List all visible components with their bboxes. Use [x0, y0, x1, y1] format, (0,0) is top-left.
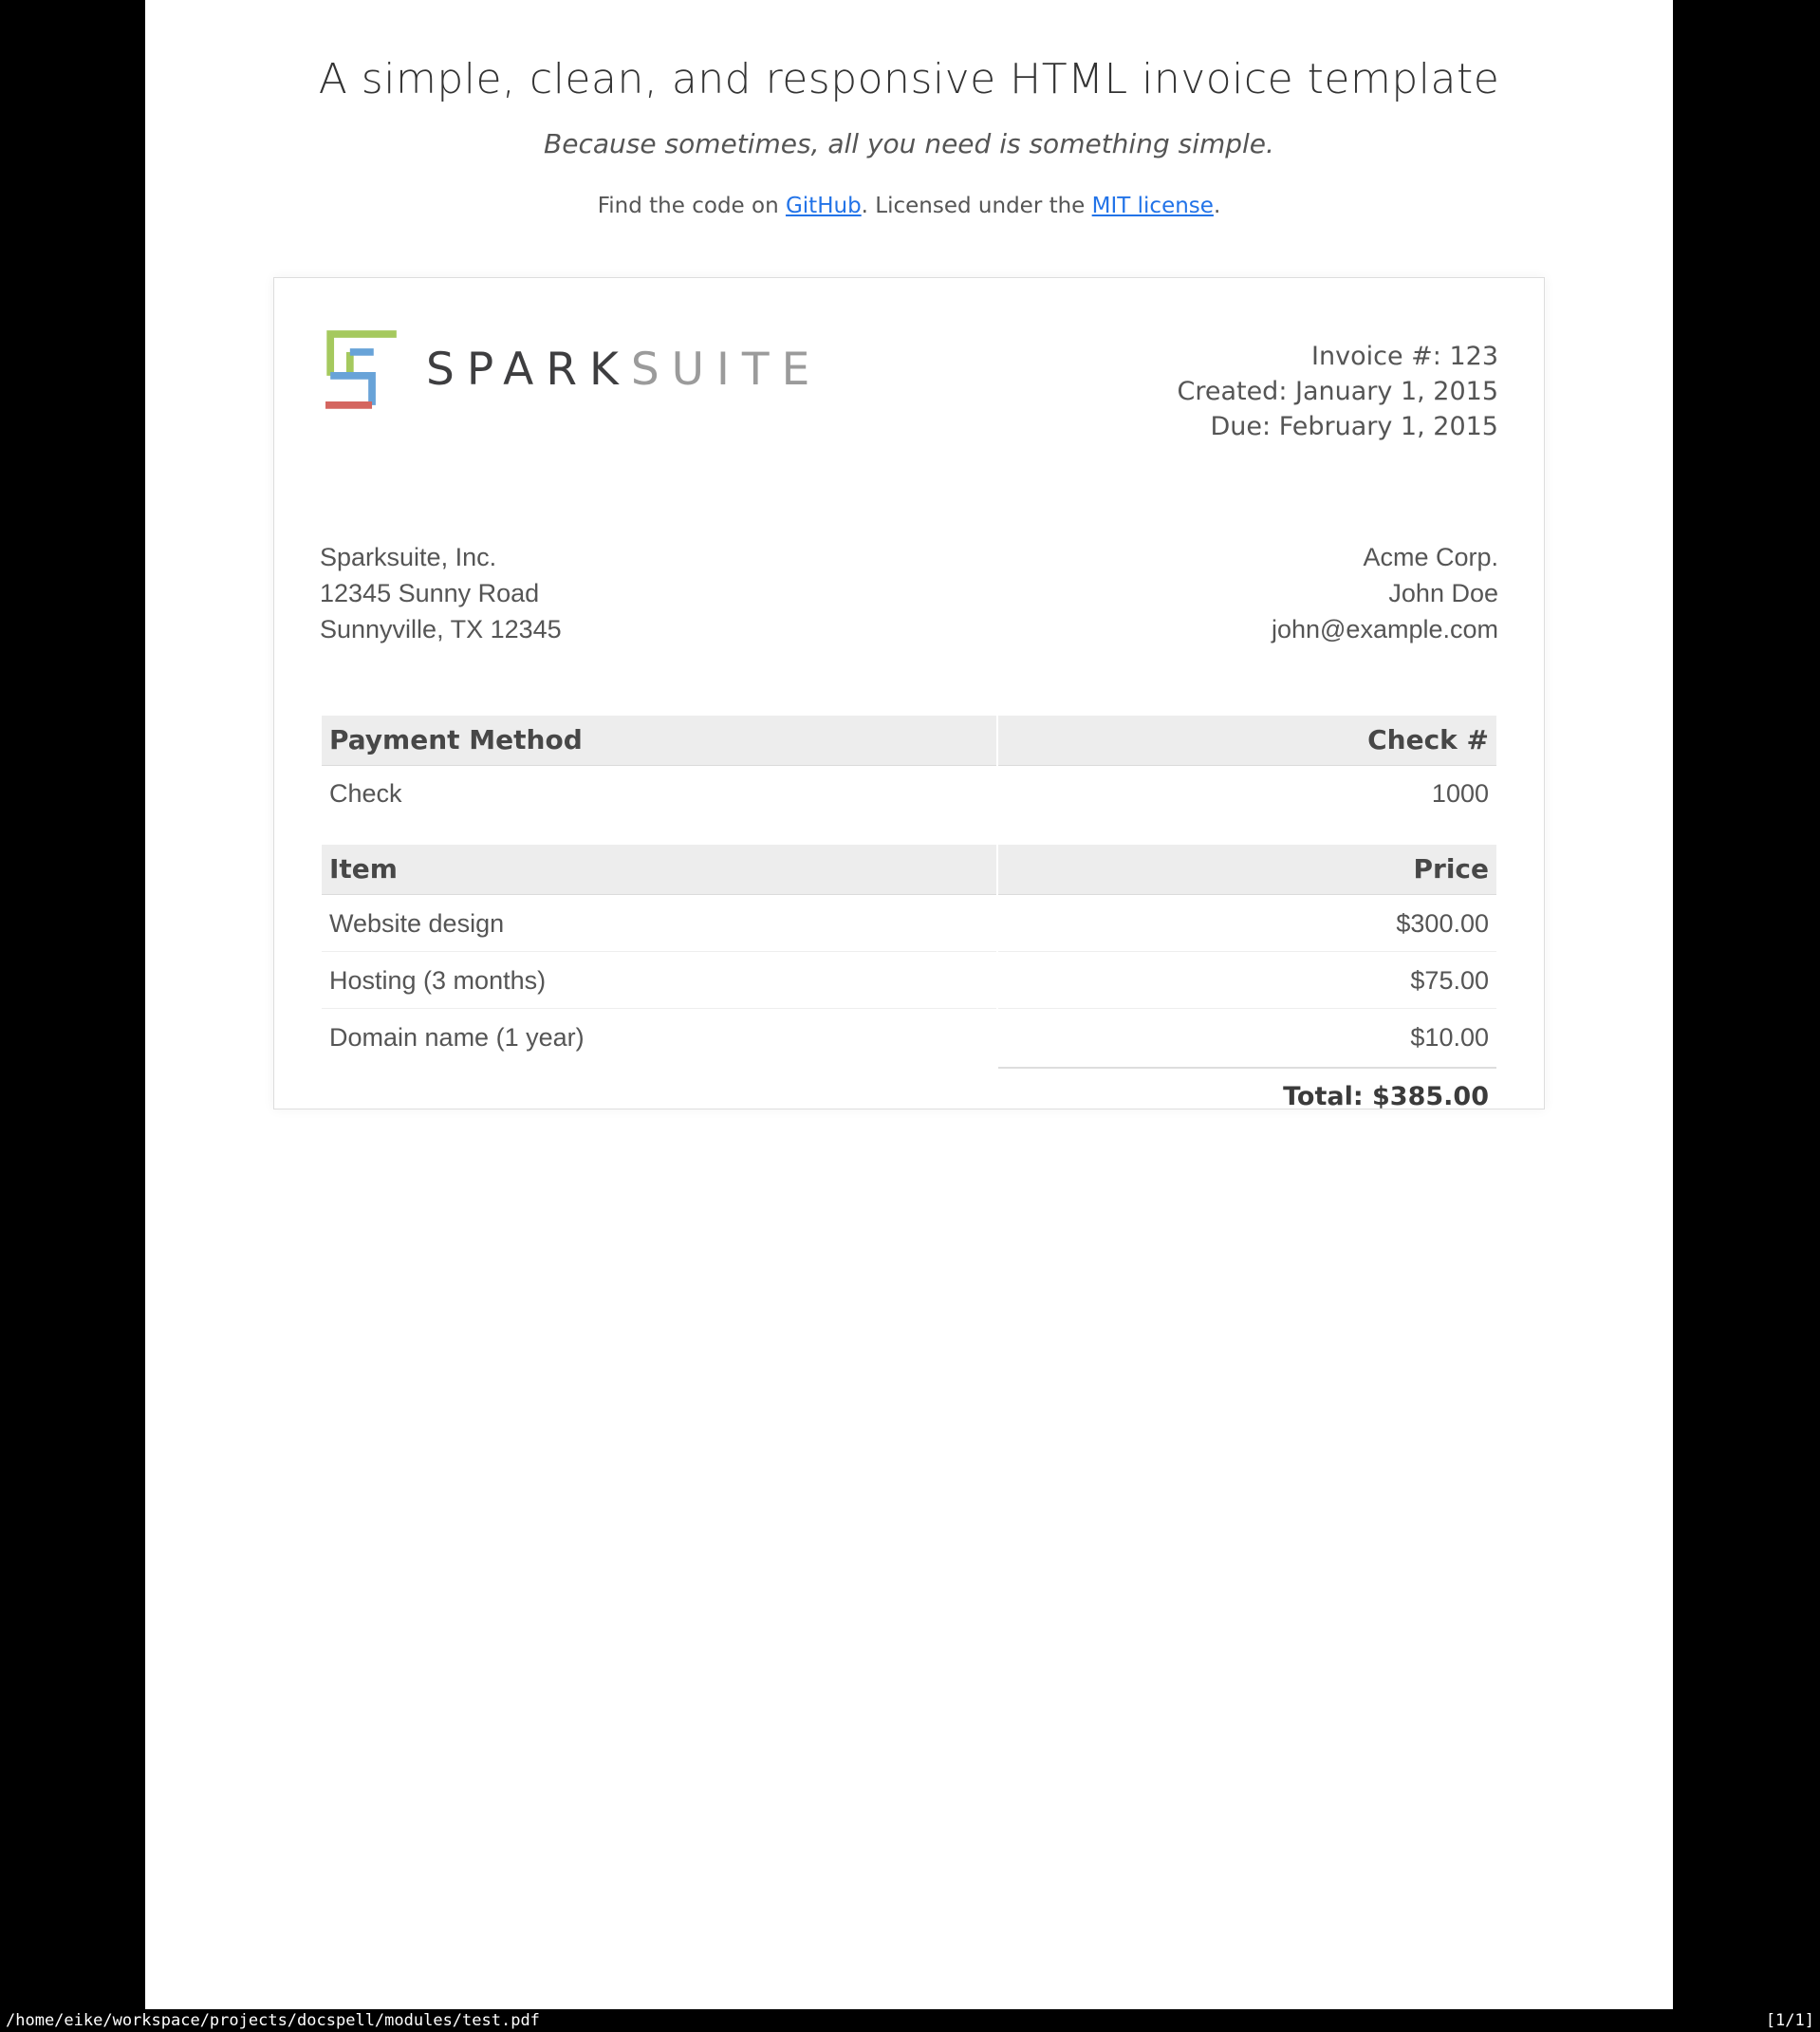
page-title: A simple, clean, and responsive HTML invoice template [318, 55, 1500, 103]
logo-wordmark [426, 344, 822, 396]
invoice-total: Total: $385.00 [998, 1067, 1496, 1125]
invoice-header [320, 324, 1498, 444]
total-spacer [322, 1067, 996, 1125]
pdf-page [145, 0, 1673, 2009]
invoice-number: Invoice #: 123 [1311, 342, 1498, 371]
statusbar-page-indicator: [1/1] [1765, 2011, 1814, 2030]
payment-header-row [322, 716, 1496, 766]
table-row [322, 768, 1496, 820]
invoice-created: Created: January 1, 2015 [1177, 377, 1498, 406]
from-line: Sparksuite, Inc. [320, 543, 497, 571]
address-from [320, 539, 562, 647]
sparksuite-logo [320, 324, 822, 415]
total-row [322, 1067, 1496, 1125]
invoice-meta [1177, 324, 1498, 444]
payment-method-value: Check [329, 779, 402, 808]
from-line: 12345 Sunny Road [320, 579, 540, 607]
table-row [322, 1011, 1496, 1065]
to-line: John Doe [1388, 579, 1498, 607]
item-header: Item [322, 845, 996, 895]
table-row [322, 897, 1496, 952]
item-name: Hosting (3 months) [322, 954, 996, 1009]
sparksuite-logo-icon [320, 324, 401, 415]
item-price: $300.00 [998, 897, 1496, 952]
invoice-addresses [320, 539, 1498, 647]
price-header: Price [998, 845, 1496, 895]
check-number-header: Check # [998, 716, 1496, 766]
to-line: Acme Corp. [1363, 543, 1498, 571]
item-name: Domain name (1 year) [329, 1023, 585, 1052]
to-line: john@example.com [1271, 615, 1498, 643]
from-line: Sunnyville, TX 12345 [320, 615, 562, 643]
item-name: Website design [322, 897, 996, 952]
invoice-box [273, 277, 1545, 1109]
byline-text-2: . Licensed under the [861, 194, 1092, 218]
byline-text-1: Find the code on [597, 194, 786, 218]
invoice-due: Due: February 1, 2015 [1210, 412, 1498, 441]
check-number-value: 1000 [1431, 779, 1489, 808]
byline-text-3: . [1213, 194, 1221, 218]
page-subtitle: Because sometimes, all you need is something simple. [544, 128, 1274, 159]
items-table [320, 843, 1498, 1127]
github-link[interactable]: GitHub [785, 194, 862, 218]
items-header-row [322, 845, 1496, 895]
address-to [1272, 539, 1498, 647]
wordmark-suite: SUITE [630, 343, 823, 396]
table-row [322, 954, 1496, 1009]
item-price: $75.00 [998, 954, 1496, 1009]
payment-table [320, 714, 1498, 822]
payment-method-header: Payment Method [322, 716, 996, 766]
viewer-statusbar [0, 2009, 1820, 2032]
item-price: $10.00 [1410, 1023, 1489, 1052]
statusbar-file-path: /home/eike/workspace/projects/docspell/modules/test.pdf [6, 2011, 540, 2030]
byline [145, 194, 1673, 218]
wordmark-spark: SPARK [426, 343, 631, 396]
mit-license-link[interactable]: MIT license [1091, 194, 1214, 218]
